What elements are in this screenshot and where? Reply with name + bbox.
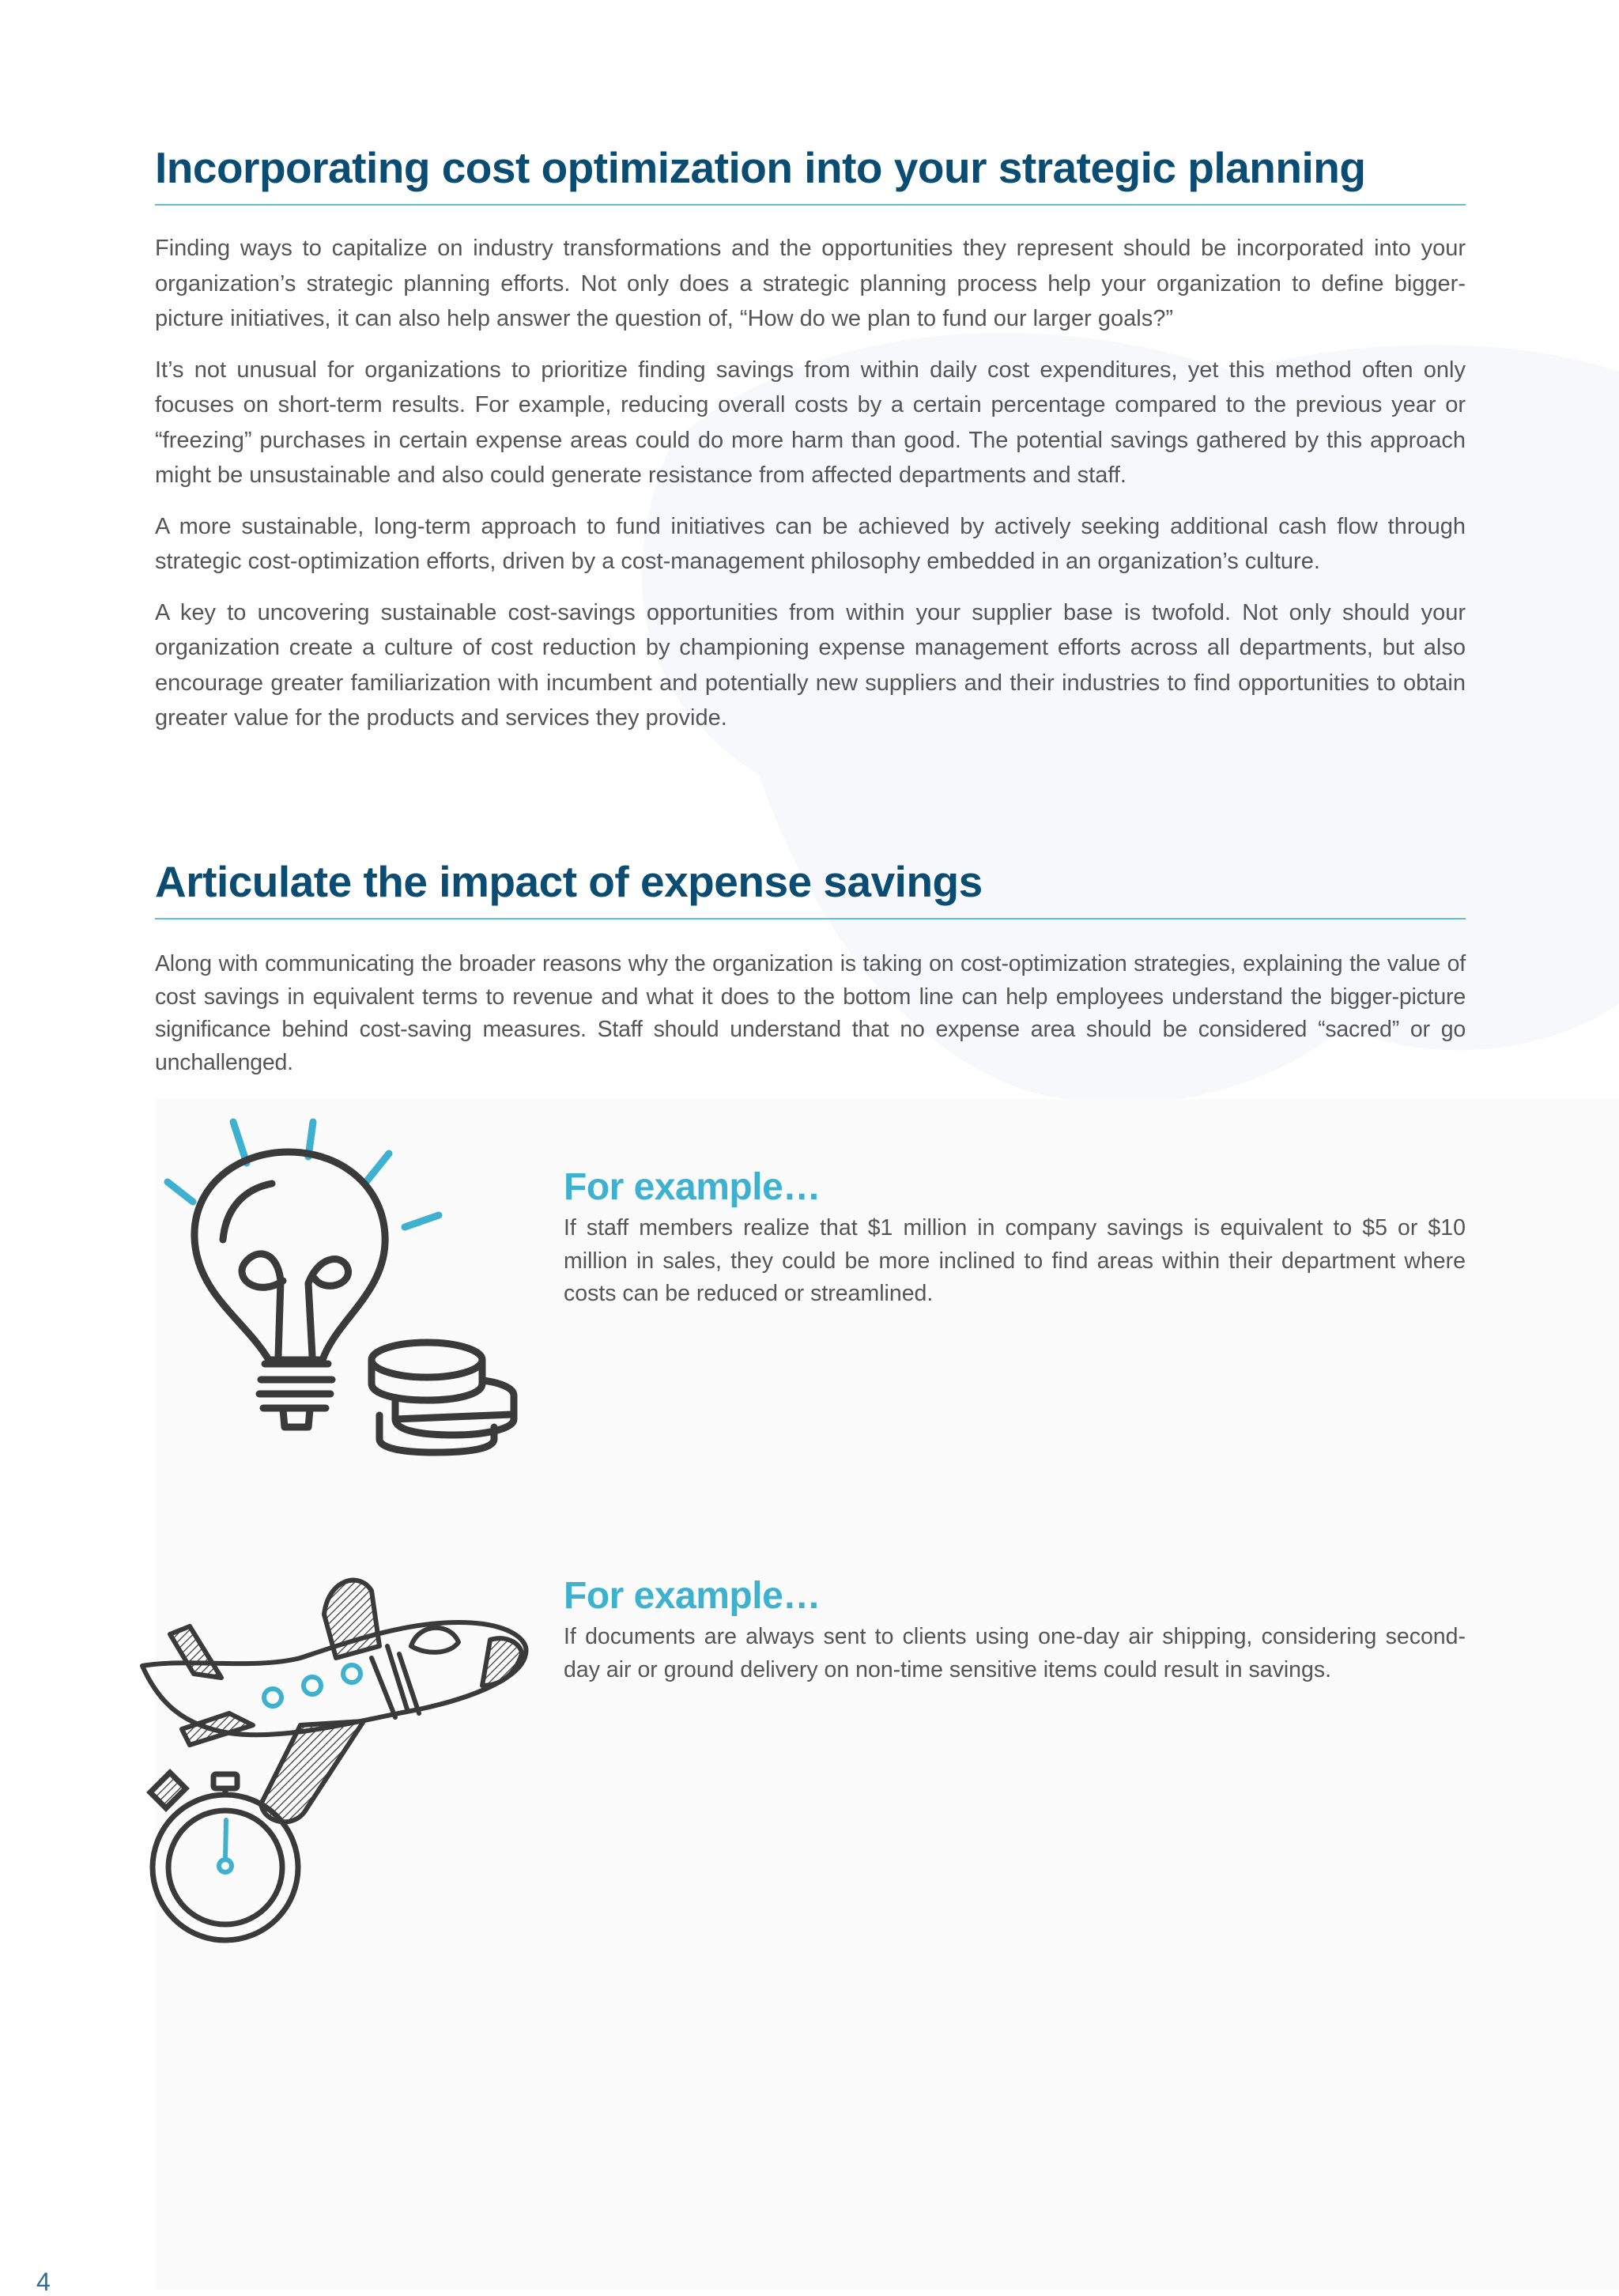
example-title: For example… (564, 1575, 821, 1617)
paragraph: Along with communicating the broader reasons why the organization is taking on cost-optimization strategies, explaining the value of cost savings in equivalent terms to revenue and what it does to the bottom line can help employees understand the bigger-picture significance behind cost-saving measures. Staff should understand that no expense area should be considered “sacred” or go unchallenged. (155, 951, 1466, 1075)
example-block (564, 1165, 1466, 1311)
paragraph: Finding ways to capitalize on industry transformations and the opportunities they represent should be incorporated into your organization’s strategic planning efforts. Not only does a strategic planning process help your organization to define bigger-picture initiatives, it can also help answer the question of, “How do we plan to fund our larger goals?” (155, 236, 1466, 331)
paragraph: A key to uncovering sustainable cost-savings opportunities from within your supplier base is twofold. Not only should your organization create a culture of cost reduction by championing expense management efforts across all departments, but also encourage greater familiarization with incumbent and potentially new suppliers and their industries to find opportunities to obtain greater value for the products and services they provide. (155, 599, 1466, 731)
example-block (564, 1574, 1466, 1686)
section-heading: Incorporating cost optimization into your strategic planning (155, 143, 1366, 192)
page-number: 4 (36, 2268, 51, 2296)
paragraph: It’s not unusual for organizations to prioritize finding savings from within daily cost expenditures, yet this method often only focuses on short-term results. For example, reducing overall costs by a certain percentage compared to the previous year or “freezing” purchases in certain expense areas could do more harm than good. The potential savings gathered by this approach might be unsustainable and also could generate resistance from affected departments and staff. (155, 357, 1466, 488)
airplane-stopwatch-icon (134, 1567, 545, 1947)
lightbulb-coins-icon (158, 1111, 530, 1467)
example-text: If staff members realize that $1 million in company savings is equivalent to $5 or $10 million in sales, they could be more inclined to find areas within their department where costs can be reduced or streamlined. (564, 1215, 1466, 1306)
example-title: For example… (564, 1166, 821, 1208)
section-cost-optimization (155, 142, 1466, 752)
example-text: If documents are always sent to clients using one-day air shipping, considering second-day air or ground delivery on non-time sensitive items could result in savings. (564, 1624, 1466, 1682)
heading-rule (155, 918, 1466, 920)
section-heading: Articulate the impact of expense savings (155, 857, 983, 906)
heading-rule (155, 204, 1466, 206)
paragraph: A more sustainable, long-term approach to fund initiatives can be achieved by actively seeking additional cash flow through strategic cost-optimization efforts, driven by a cost-management philosophy embedded in an organization’s culture. (155, 513, 1466, 574)
section-expense-savings (155, 856, 1466, 1079)
